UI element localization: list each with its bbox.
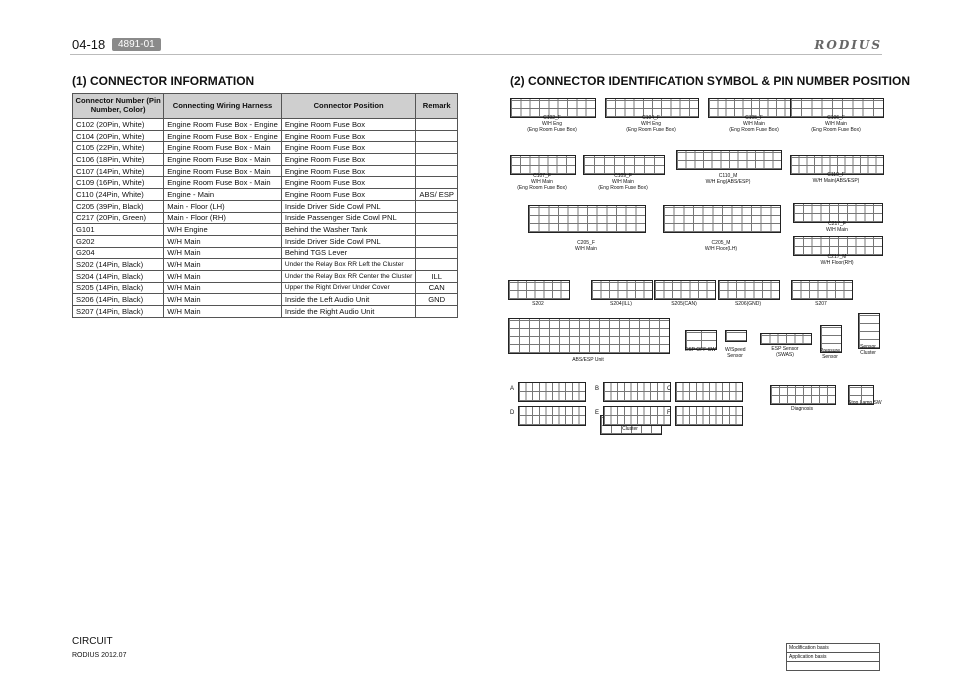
connector-label: W/Speed Sensor: [725, 347, 746, 359]
cell-position: Upper the Right Driver Under Cover: [281, 282, 416, 294]
cell-remark: [416, 200, 458, 212]
cell-position: Engine Room Fuse Box: [281, 189, 416, 201]
cell-remark: CAN: [416, 282, 458, 294]
table-row: [73, 130, 458, 142]
connector-symbol: [603, 406, 671, 426]
section-badge: 4891-01: [112, 38, 161, 51]
footer-model: RODIUS 2012.07: [72, 652, 127, 659]
modification-box: [786, 643, 880, 671]
col-header-remark: Remark: [416, 94, 458, 119]
col-header-connector: Connector Number (Pin Number, Color): [73, 94, 164, 119]
cell-remark: [416, 130, 458, 142]
connector-symbol: [760, 333, 812, 345]
connector-symbol: [583, 155, 665, 175]
cell-remark: [416, 154, 458, 166]
cell-harness: W/H Main: [164, 235, 282, 247]
cell-connector: G202: [73, 235, 164, 247]
connector-symbol: [675, 382, 743, 402]
connector-label: C217_M W/H Floor(RH): [820, 254, 854, 266]
connector-symbol: [791, 280, 853, 300]
cell-remark: ILL: [416, 270, 458, 282]
cell-connector: C107 (14Pin, White): [73, 165, 164, 177]
cell-connector: C106 (18Pin, White): [73, 154, 164, 166]
cell-position: Inside the Right Audio Unit: [281, 306, 416, 318]
mod-row: Application basis: [787, 653, 880, 662]
cell-position: Behind TGS Lever: [281, 247, 416, 259]
connector-symbol: [518, 406, 586, 426]
table-row: [73, 259, 458, 271]
cell-connector: S206 (14Pin, Black): [73, 294, 164, 306]
cell-position: Engine Room Fuse Box: [281, 154, 416, 166]
table-row: [73, 224, 458, 236]
cell-remark: [416, 224, 458, 236]
connector-label: S205(CAN): [671, 301, 697, 307]
cell-harness: W/H Main: [164, 294, 282, 306]
cell-connector: C205 (39Pin, Black): [73, 200, 164, 212]
cell-remark: [416, 142, 458, 154]
cell-connector: C104 (20Pin, White): [73, 130, 164, 142]
cell-remark: [416, 119, 458, 131]
page-number: 04-18: [72, 37, 106, 52]
connector-symbol: [663, 205, 781, 233]
connector-symbol: [508, 318, 670, 354]
table-row: [73, 306, 458, 318]
cell-position: Engine Room Fuse Box: [281, 142, 416, 154]
connector-symbol: [518, 382, 586, 402]
header-divider: [70, 54, 882, 55]
cell-position: Inside Driver Side Cowl PNL: [281, 235, 416, 247]
connector-symbol: [508, 280, 570, 300]
connector-symbol: [718, 280, 780, 300]
mod-row: Modification basis: [787, 644, 880, 653]
table-row: [73, 177, 458, 189]
cell-harness: Engine Room Fuse Box - Main: [164, 142, 282, 154]
col-header-position: Connector Position: [281, 94, 416, 119]
connector-label: C217_F W/H Main: [826, 221, 848, 233]
cell-harness: W/H Main: [164, 259, 282, 271]
connector-symbol: [675, 406, 743, 426]
connector-label: Cluster: [622, 426, 638, 432]
cell-harness: Main - Floor (LH): [164, 200, 282, 212]
cell-connector: S205 (14Pin, Black): [73, 282, 164, 294]
cell-connector: C217 (20Pin, Green): [73, 212, 164, 224]
connector-label: S207: [815, 301, 827, 307]
connector-label: Diagnosis: [791, 406, 813, 412]
cluster-connector-letter: C: [667, 386, 672, 392]
cell-connector: C109 (16Pin, White): [73, 177, 164, 189]
connector-symbol: [591, 280, 653, 300]
cell-connector: G204: [73, 247, 164, 259]
cell-harness: W/H Main: [164, 270, 282, 282]
connector-symbol: [793, 236, 883, 256]
cluster-connector-letter: A: [510, 386, 515, 392]
cell-remark: GND: [416, 294, 458, 306]
table-row: [73, 200, 458, 212]
cell-connector: G101: [73, 224, 164, 236]
cell-connector: S202 (14Pin, Black): [73, 259, 164, 271]
cell-position: Under the Relay Box RR Left the Cluster: [281, 259, 416, 271]
cell-position: Inside Passenger Side Cowl PNL: [281, 212, 416, 224]
connector-label: Stop Lamp SW: [848, 400, 882, 406]
connector-label: C104_F W/H Eng (Eng Room Fuse Box): [626, 115, 676, 133]
cell-connector: S204 (14Pin, Black): [73, 270, 164, 282]
cell-harness: Engine Room Fuse Box - Main: [164, 177, 282, 189]
cell-harness: W/H Main: [164, 306, 282, 318]
cell-harness: W/H Main: [164, 247, 282, 259]
col-header-harness: Connecting Wiring Harness: [164, 94, 282, 119]
cell-remark: [416, 165, 458, 177]
cell-position: Engine Room Fuse Box: [281, 119, 416, 131]
cell-harness: Main - Floor (RH): [164, 212, 282, 224]
connector-label: S204(ILL): [610, 301, 632, 307]
connector-label: S202: [532, 301, 544, 307]
connector-label: C109_F W/H Main (Eng Room Fuse Box): [598, 173, 648, 191]
table-row: [73, 270, 458, 282]
connector-label: C205_F W/H Main: [575, 240, 597, 252]
mod-row: [787, 662, 880, 671]
cluster-connector-letter: F: [667, 410, 671, 416]
table-row: [73, 189, 458, 201]
cell-remark: [416, 212, 458, 224]
cell-position: Engine Room Fuse Box: [281, 165, 416, 177]
connector-symbol: [510, 155, 576, 175]
table-row: [73, 142, 458, 154]
cell-position: Inside Driver Side Cowl PNL: [281, 200, 416, 212]
cell-harness: W/H Main: [164, 282, 282, 294]
cell-position: Engine Room Fuse Box: [281, 177, 416, 189]
cell-remark: ABS/ ESP: [416, 189, 458, 201]
cell-connector: C102 (20Pin, White): [73, 119, 164, 131]
cell-position: Engine Room Fuse Box: [281, 130, 416, 142]
cell-harness: W/H Engine: [164, 224, 282, 236]
table-row: [73, 294, 458, 306]
connector-symbol: [793, 203, 883, 223]
connector-label: C110_M W/H Eng(ABS/ESP): [705, 173, 751, 185]
connector-label: Pressure Sensor: [820, 348, 841, 360]
cell-remark: [416, 247, 458, 259]
cluster-connector-letter: E: [595, 410, 600, 416]
cell-harness: Engine Room Fuse Box - Engine: [164, 119, 282, 131]
connector-info-title: (1) CONNECTOR INFORMATION: [72, 74, 255, 88]
cell-harness: Engine - Main: [164, 189, 282, 201]
connector-label: C106_F W/H Main (Eng Room Fuse Box): [811, 115, 861, 133]
connector-symbol: [770, 385, 836, 405]
cell-remark: [416, 306, 458, 318]
connector-symbol: [654, 280, 716, 300]
table-row: [73, 119, 458, 131]
table-row: [73, 235, 458, 247]
connector-info-table: [72, 93, 458, 318]
pin-position-title: (2) CONNECTOR IDENTIFICATION SYMBOL & PIN NUMBER POSITION: [510, 74, 911, 88]
cell-harness: Engine Room Fuse Box - Main: [164, 154, 282, 166]
table-row: [73, 247, 458, 259]
cluster-connector-letter: B: [595, 386, 600, 392]
cell-connector: S207 (14Pin, Black): [73, 306, 164, 318]
connector-symbol: [676, 150, 782, 170]
cell-remark: [416, 235, 458, 247]
cell-position: Behind the Washer Tank: [281, 224, 416, 236]
connector-label: ESP OFF SW: [685, 347, 716, 353]
connector-label: C205_M W/H Floor(LH): [704, 240, 738, 252]
cell-harness: Engine Room Fuse Box - Engine: [164, 130, 282, 142]
connector-symbol: [603, 382, 671, 402]
cell-remark: [416, 259, 458, 271]
connector-label: C105_F W/H Main (Eng Room Fuse Box): [729, 115, 779, 133]
cell-harness: Engine Room Fuse Box - Main: [164, 165, 282, 177]
connector-symbol: [528, 205, 646, 233]
connector-label: C107_F W/H Main (Eng Room Fuse Box): [517, 173, 567, 191]
connector-label: C110_F W/H Main(ABS/ESP): [812, 172, 860, 184]
brand-logo: RODIUS: [814, 38, 882, 52]
connector-label: C102_F W/H Eng (Eng Room Fuse Box): [527, 115, 577, 133]
table-row: [73, 212, 458, 224]
connector-label: Sensor Cluster: [860, 344, 876, 356]
connector-label: S206(GND): [734, 301, 762, 307]
table-row: [73, 282, 458, 294]
cell-connector: C105 (22Pin, White): [73, 142, 164, 154]
table-row: [73, 165, 458, 177]
table-row: [73, 154, 458, 166]
cell-position: Under the Relay Box RR Center the Cluster: [281, 270, 416, 282]
cell-position: Inside the Left Audio Unit: [281, 294, 416, 306]
cell-connector: C110 (24Pin, White): [73, 189, 164, 201]
connector-symbol: [725, 330, 747, 342]
footer-section: CIRCUIT: [72, 636, 113, 647]
cell-remark: [416, 177, 458, 189]
connector-label: ESP Sensor (SWAS): [771, 346, 799, 358]
connector-label: ABS/ESP Unit: [572, 357, 604, 363]
cluster-connector-letter: D: [510, 410, 515, 416]
